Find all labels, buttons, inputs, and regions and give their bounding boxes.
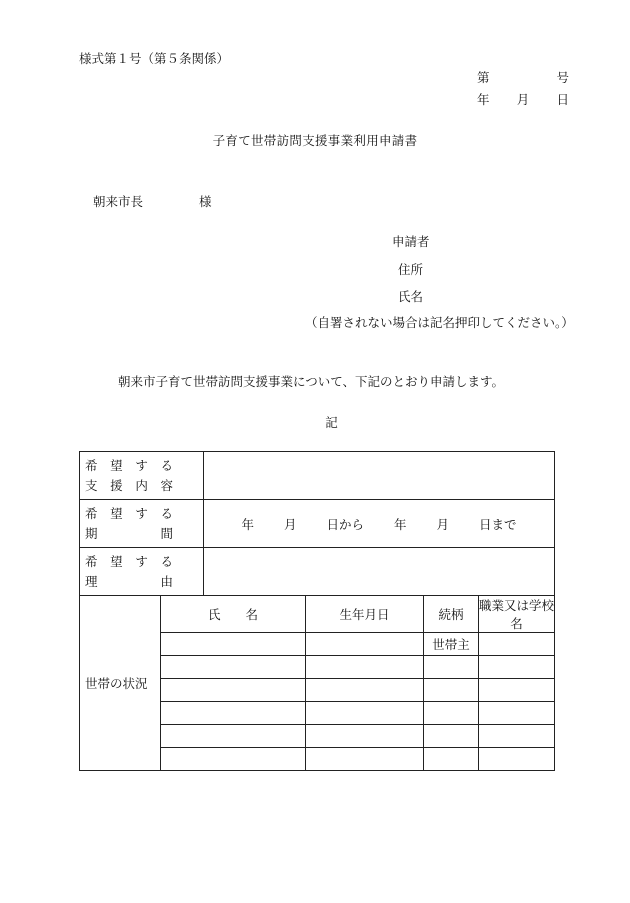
- member-relationship[interactable]: 世帯主: [424, 633, 479, 656]
- ki-heading: 記: [325, 415, 338, 430]
- member-birthdate[interactable]: [306, 725, 424, 748]
- period-row: [80, 500, 555, 548]
- member-birthdate[interactable]: [306, 748, 424, 771]
- period-label: 希 望 す る 期 間: [80, 500, 204, 548]
- addressee: [93, 192, 212, 210]
- date-line: [477, 90, 569, 108]
- date-month: 月: [516, 92, 530, 107]
- member-occupation[interactable]: [479, 748, 555, 771]
- reason-label: 希 望 す る 理 由: [80, 548, 204, 596]
- period-end-day: 日まで: [478, 516, 517, 532]
- period-start-year: 年: [241, 516, 254, 532]
- date-year: 年: [477, 92, 490, 107]
- form-id: 様式第１号（第５条関係）: [79, 51, 230, 66]
- reason-row: [80, 548, 555, 596]
- member-birthdate[interactable]: [306, 656, 424, 679]
- household-status-label: 世帯の状況: [80, 596, 161, 771]
- period-value[interactable]: [204, 500, 555, 548]
- member-relationship[interactable]: [424, 656, 479, 679]
- member-relationship[interactable]: [424, 748, 479, 771]
- period-end-year: 年: [393, 516, 407, 532]
- member-relationship[interactable]: [424, 679, 479, 702]
- member-name[interactable]: [161, 702, 306, 725]
- period-start-month: 月: [283, 516, 297, 532]
- period-end-month: 月: [436, 516, 449, 532]
- addressee-honorific: 様: [199, 194, 212, 209]
- doc-number-suffix: 号: [556, 70, 569, 85]
- member-birthdate[interactable]: [306, 679, 424, 702]
- period-start-day: 日から: [326, 516, 364, 532]
- member-name[interactable]: [161, 633, 306, 656]
- signature-note: （自署されない場合は記名押印してください。）: [305, 315, 574, 330]
- member-birthdate[interactable]: [306, 633, 424, 656]
- applicant-address-label: 住所: [398, 262, 424, 277]
- household-header-row: [80, 596, 555, 633]
- reason-value[interactable]: [204, 548, 555, 596]
- header-name: 氏 名: [161, 596, 306, 633]
- addressee-name: 朝来市長: [93, 194, 144, 209]
- header-birthdate: 生年月日: [306, 596, 424, 633]
- support-value[interactable]: [204, 452, 555, 500]
- header-relationship: 続柄: [424, 596, 479, 633]
- body-text: 朝来市子育て世帯訪問支援事業について、下記のとおり申請します。: [118, 374, 505, 389]
- applicant-heading: 申請者: [392, 234, 430, 249]
- support-row: [80, 452, 555, 500]
- application-table: [79, 451, 555, 771]
- member-occupation[interactable]: [479, 633, 555, 656]
- support-label: 希 望 す る 支 援 内 容: [80, 452, 204, 500]
- member-relationship[interactable]: [424, 725, 479, 748]
- document-title: 子育て世帯訪問支援事業利用申請書: [212, 133, 418, 148]
- member-relationship[interactable]: [424, 702, 479, 725]
- member-name[interactable]: [161, 656, 306, 679]
- member-occupation[interactable]: [479, 702, 555, 725]
- header-occupation: 職業又は学校名: [479, 596, 555, 633]
- member-occupation[interactable]: [479, 656, 555, 679]
- member-birthdate[interactable]: [306, 702, 424, 725]
- member-name[interactable]: [161, 748, 306, 771]
- applicant-name-label: 氏名: [398, 289, 424, 304]
- member-occupation[interactable]: [479, 725, 555, 748]
- member-name[interactable]: [161, 725, 306, 748]
- member-name[interactable]: [161, 679, 306, 702]
- doc-number-prefix: 第: [477, 70, 490, 85]
- member-occupation[interactable]: [479, 679, 555, 702]
- date-day: 日: [556, 92, 569, 107]
